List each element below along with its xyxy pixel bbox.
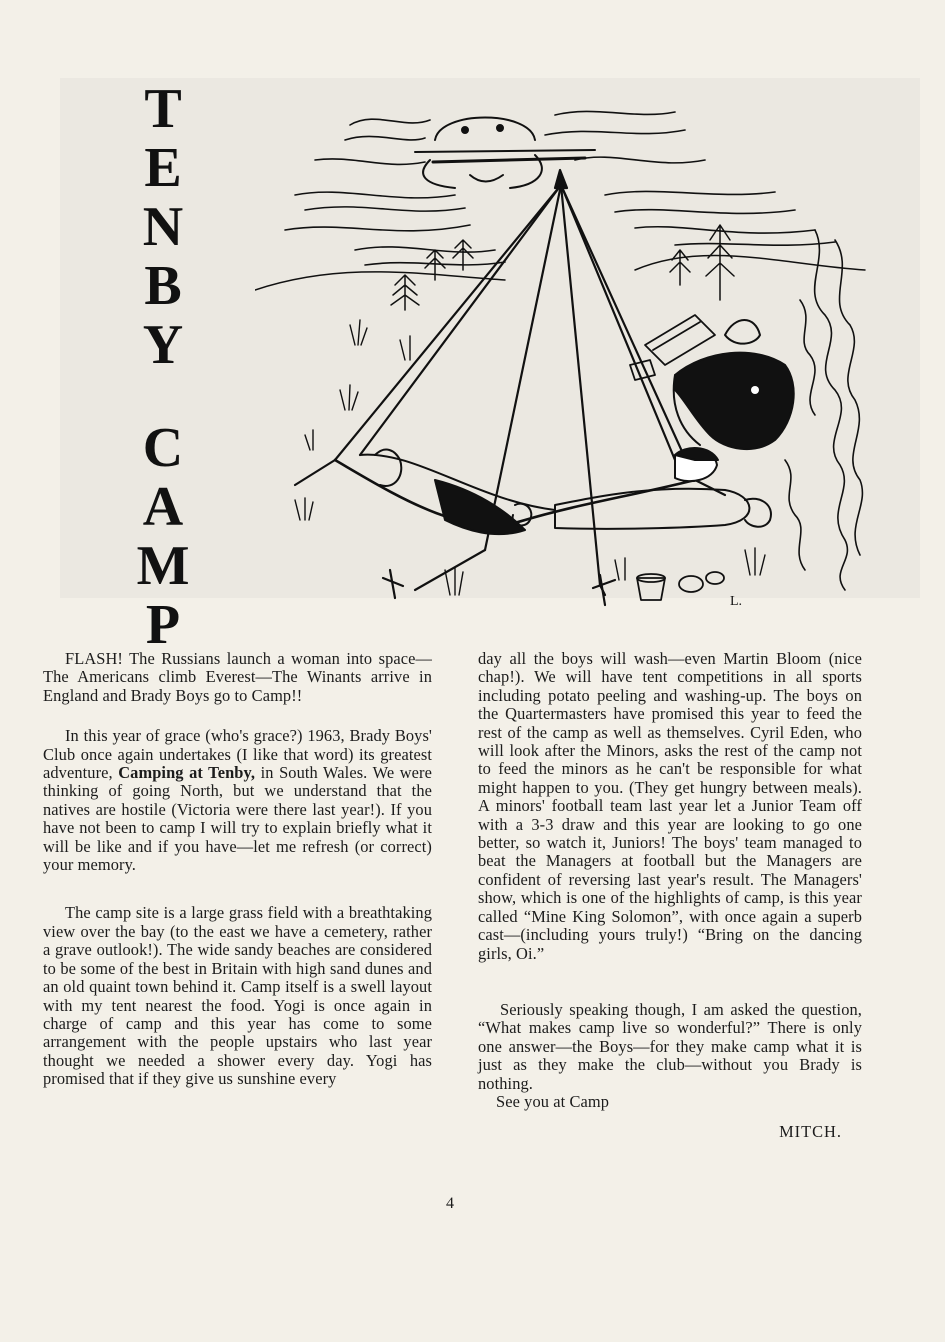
- article-paragraph: In this year of grace (who's grace?) 1963, Brady Boys' Club once again undertakes (I like that word) its greatest adventure, Camping at Tenby, in South Wales. We were thinking of going North, but we understand that the natives are hostile (Victoria were there last year!). If you have not been to camp I will try to explain briefly what it will be like and if you have—let me refresh (or correct) your memory.: [43, 726, 432, 875]
- page-number: 4: [446, 1195, 454, 1212]
- article-column-left: [43, 650, 432, 1089]
- title-letter: N: [142, 196, 184, 258]
- closing-line: See you at Camp: [496, 1091, 610, 1111]
- title-letter: Y: [142, 314, 184, 376]
- title-letter: E: [144, 137, 182, 199]
- article-column-right: [478, 650, 862, 1142]
- author-signoff: MITCH.: [779, 1122, 842, 1142]
- pine-trees: [391, 225, 734, 310]
- article-paragraph: Seriously speaking though, I am asked the question, “What makes camp live so wonderful?” There is only one answer—the Boys—for they make camp what it is just as they make the club—without you Brady is nothing.: [478, 999, 862, 1093]
- title-letter: C: [142, 417, 184, 479]
- tent-illustration: [255, 100, 870, 620]
- sleeping-boy: [375, 448, 771, 534]
- camp-buckets: [637, 572, 724, 600]
- cow-head: [674, 320, 794, 449]
- title-letter: T: [144, 78, 182, 140]
- moon-face-icon: [415, 118, 595, 189]
- article-paragraph: FLASH! The Russians launch a woman into space—The Americans climb Everest—The Winants arrive in England and Brady Boys go to Camp!!: [43, 649, 432, 705]
- title-letter: M: [136, 535, 190, 597]
- vertical-title: [128, 80, 198, 655]
- article-paragraph: The camp site is a large grass field with a breathtaking view over the bay (to the east we have a cemetery, rather a grave outlook!). The wide sandy beaches are considered to be some of the best in Britain with high sand dunes and an old quaint town behind it. Camp itself is a swell layout with my tent nearest the food. Yogi is once again in charge of camp and this year has come to some arrangement with the people upstairs who last year thought we needed a shower every day. Yogi has promised that if they give us sunshine every: [43, 903, 432, 1089]
- article-paragraph: day all the boys will wash—even Martin Bloom (nice chap!). We will have tent competitions in all sports including potato peeling and washing-up. The boys on the Quartermasters have promised this year to feed the rest of the camp as well as themselves. Cyril Eden, who will look after the Minors, asks the rest of the camp not to feed the minors as he can't be responsible for what might happen to you. (They get hungry between meals). A minors' football team last year let a Junior Team off with a 3-3 draw and this year are looking to go one better, so watch it, Juniors! The boys' team managed to beat the Managers at football but the Managers are confident of reversing last year's result. The Managers' show, which is one of the highlights of camp, is this year called “Mine King Solomon”, with once again a superb cast—(including yours truly!) “Bring on the dancing girls, Oi.”: [478, 649, 862, 963]
- title-letter: P: [145, 594, 181, 656]
- tent: [295, 170, 725, 605]
- title-letter: B: [144, 255, 182, 317]
- bush-scribbles: [785, 230, 862, 590]
- artist-signature: L.: [730, 594, 743, 609]
- title-letter: A: [142, 476, 184, 538]
